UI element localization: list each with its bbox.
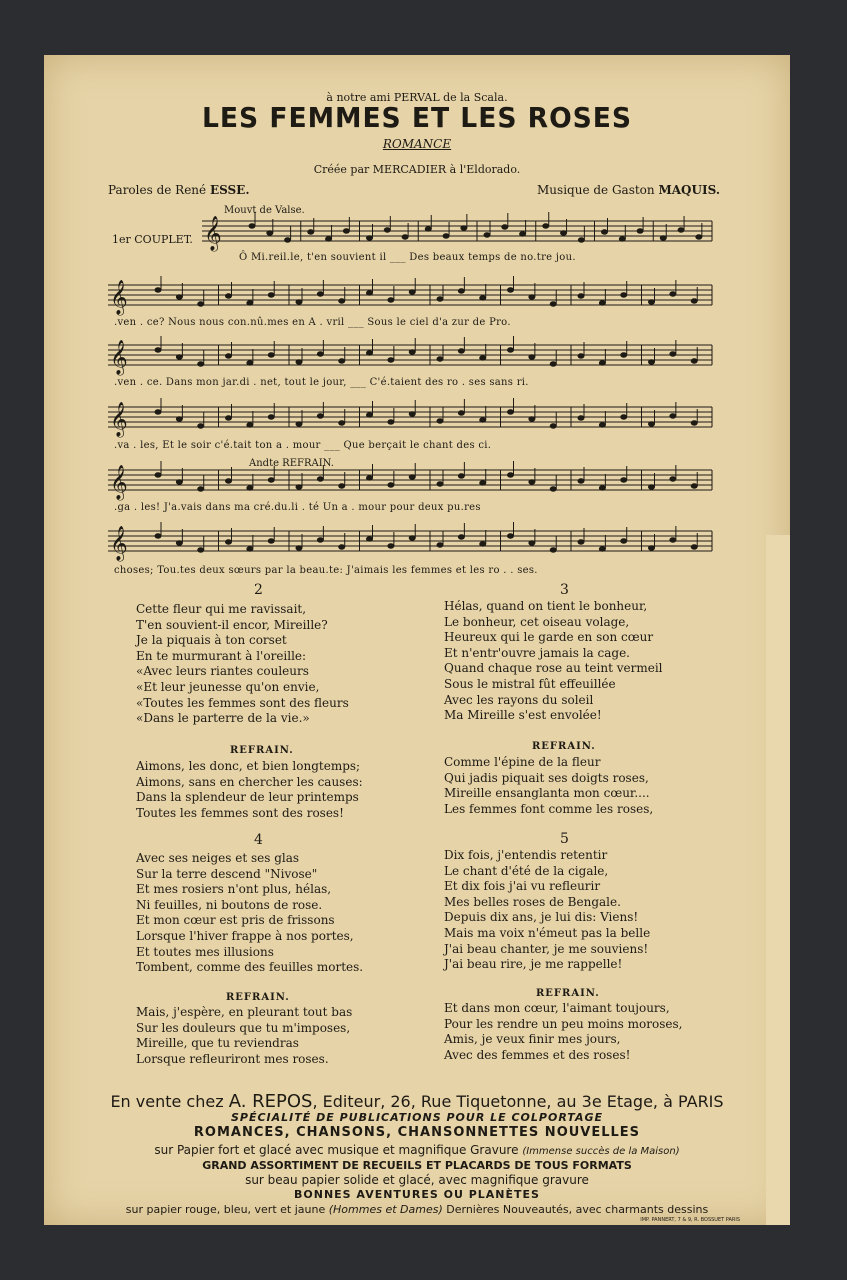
note-head bbox=[621, 539, 627, 543]
note-head bbox=[339, 299, 345, 303]
note-head bbox=[268, 478, 274, 482]
note-head bbox=[443, 234, 449, 238]
verse-line: Ma Mireille s'est envolée! bbox=[444, 708, 602, 723]
verse-line: Dix fois, j'entendis retentir bbox=[444, 848, 608, 862]
publisher-line bbox=[44, 1091, 790, 1112]
refrain-line: Qui jadis piquait ses doigts roses, bbox=[444, 770, 649, 785]
verse-line: Heureux qui le garde en son cœur bbox=[444, 630, 654, 645]
refrain-line: Aimons, sans en chercher les causes: bbox=[136, 774, 363, 789]
subtitle: ROMANCE bbox=[382, 137, 452, 151]
note-head bbox=[502, 225, 508, 229]
note-head bbox=[268, 293, 274, 297]
note-head bbox=[550, 548, 556, 552]
song-title: LES FEMMES ET LES ROSES bbox=[202, 101, 632, 134]
note-head bbox=[343, 229, 349, 233]
note-head bbox=[670, 414, 676, 418]
refrain-line: Mais, j'espère, en pleurant tout bas bbox=[136, 1005, 353, 1019]
printer-mark: IMP. PANNERT, 7 & 9, R. BOSSUET PARIS bbox=[640, 1217, 740, 1223]
lyric-line-3: .ven . ce. Dans mon jar.di . net, tout le jour, ___ C'é.taient des ro . ses sans ri. bbox=[114, 377, 529, 388]
note-head bbox=[296, 422, 302, 426]
note-head bbox=[176, 295, 182, 299]
verse-line: Hélas, quand on tient le bonheur, bbox=[444, 599, 648, 613]
note-head bbox=[529, 417, 535, 421]
note-head bbox=[249, 224, 255, 228]
verse-number: 2 bbox=[254, 582, 263, 598]
verse-line: J'ai beau chanter, je me souviens! bbox=[444, 941, 649, 956]
paper-text: sur Papier fort et glacé avec musique et magnifique Gravure bbox=[154, 1143, 519, 1157]
note-head bbox=[155, 410, 161, 414]
note-head bbox=[317, 352, 323, 356]
note-head bbox=[458, 411, 464, 415]
refrain-line: Pour les rendre un peu moins moroses, bbox=[444, 1016, 683, 1031]
note-head bbox=[437, 543, 443, 547]
note-head bbox=[550, 487, 556, 491]
sheet-music-page bbox=[44, 55, 790, 1225]
refrain-label: Andte REFRAIN. bbox=[249, 458, 334, 469]
colors-line bbox=[44, 1203, 790, 1216]
note-head bbox=[599, 547, 605, 551]
publisher-address: , Editeur, 26, Rue Tiquetonne, au 3e Etage, à PARIS bbox=[312, 1092, 724, 1111]
note-head bbox=[317, 538, 323, 542]
note-head bbox=[621, 478, 627, 482]
lyric-line-4: .va . les, Et le soir c'é.tait ton a . mour ___ Que berçait le chant des ci. bbox=[114, 440, 492, 451]
note-head bbox=[339, 545, 345, 549]
note-head bbox=[599, 361, 605, 365]
verse-line: Et dix fois j'ai vu refleurir bbox=[444, 879, 601, 894]
note-head bbox=[458, 474, 464, 478]
note-head bbox=[578, 238, 584, 242]
note-head bbox=[198, 362, 204, 366]
note-head bbox=[339, 359, 345, 363]
note-head bbox=[599, 486, 605, 490]
note-head bbox=[696, 235, 702, 239]
note-head bbox=[247, 423, 253, 427]
note-head bbox=[176, 541, 182, 545]
note-head bbox=[176, 355, 182, 359]
paper-line bbox=[44, 1143, 790, 1157]
refrain-line: Les femmes font comme les roses, bbox=[444, 801, 654, 816]
refrain-heading: REFRAIN. bbox=[536, 988, 600, 999]
verse-4 bbox=[136, 851, 363, 976]
note-head bbox=[267, 231, 273, 235]
note-head bbox=[508, 473, 514, 477]
dedication: à notre ami PERVAL de la Scala. bbox=[326, 91, 508, 104]
note-head bbox=[480, 356, 486, 360]
verse-line: Et n'entr'ouvre jamais la cage. bbox=[444, 645, 630, 660]
note-head bbox=[599, 301, 605, 305]
note-head bbox=[649, 546, 655, 550]
note-head bbox=[480, 418, 486, 422]
note-head bbox=[461, 226, 467, 230]
note-head bbox=[437, 297, 443, 301]
verse-2 bbox=[136, 602, 349, 727]
note-head bbox=[550, 362, 556, 366]
assortment-line: GRAND ASSORTIMENT DE RECUEILS ET PLACARDS DE TOUS FORMATS bbox=[202, 1159, 632, 1172]
note-head bbox=[226, 479, 232, 483]
note-head bbox=[226, 354, 232, 358]
note-head bbox=[437, 357, 443, 361]
verse-line: Je la piquais à ton corset bbox=[136, 633, 287, 648]
verse-line: Le chant d'été de la cigale, bbox=[444, 863, 609, 878]
verse-line: Le bonheur, cet oiseau volage, bbox=[444, 614, 630, 629]
note-head bbox=[437, 482, 443, 486]
note-head bbox=[649, 422, 655, 426]
note-head bbox=[691, 421, 697, 425]
note-head bbox=[691, 299, 697, 303]
note-head bbox=[437, 419, 443, 423]
note-head bbox=[409, 350, 415, 354]
refrain-line: Aimons, les donc, et bien longtemps; bbox=[136, 759, 361, 773]
refrain-2 bbox=[136, 759, 363, 821]
treble-clef: 𝄞 bbox=[110, 402, 128, 437]
note-head bbox=[621, 353, 627, 357]
note-head bbox=[367, 291, 373, 295]
note-head bbox=[480, 481, 486, 485]
refrain-3 bbox=[444, 755, 653, 817]
note-head bbox=[508, 348, 514, 352]
note-head bbox=[578, 294, 584, 298]
refrain-line: Toutes les femmes sont des roses! bbox=[136, 805, 344, 820]
note-head bbox=[247, 361, 253, 365]
specialty-line: SPÉCIALITÉ DE PUBLICATIONS POUR LE COLPORTAGE bbox=[230, 1111, 604, 1124]
note-head bbox=[367, 476, 373, 480]
verse-line: En te murmurant à l'oreille: bbox=[136, 648, 307, 663]
note-head bbox=[660, 236, 666, 240]
note-head bbox=[268, 353, 274, 357]
note-head bbox=[550, 302, 556, 306]
note-head bbox=[198, 487, 204, 491]
note-head bbox=[409, 536, 415, 540]
lyric-line-2: .ven . ce? Nous nous con.nû.mes en A . vril ___ Sous le ciel d'a zur de Pro. bbox=[114, 317, 511, 328]
note-head bbox=[402, 235, 408, 239]
note-head bbox=[384, 228, 390, 232]
note-head bbox=[578, 540, 584, 544]
note-head bbox=[198, 424, 204, 428]
note-head bbox=[621, 293, 627, 297]
composer-name: MAQUIS. bbox=[658, 183, 720, 197]
treble-clef: 𝄞 bbox=[204, 216, 222, 251]
refrain-line: Mireille ensanglanta mon cœur.... bbox=[444, 786, 650, 801]
verse-line: Mais ma voix n'émeut pas la belle bbox=[444, 925, 651, 940]
verse-line: Mes belles roses de Bengale. bbox=[444, 894, 621, 909]
note-head bbox=[388, 358, 394, 362]
note-head bbox=[155, 473, 161, 477]
refrain-line: Comme l'épine de la fleur bbox=[444, 755, 601, 769]
note-head bbox=[480, 296, 486, 300]
note-head bbox=[296, 300, 302, 304]
verse-number: 3 bbox=[560, 582, 569, 598]
refrain-heading: REFRAIN. bbox=[226, 992, 290, 1003]
note-head bbox=[247, 486, 253, 490]
note-head bbox=[317, 477, 323, 481]
verse-line: Et toutes mes illusions bbox=[136, 944, 274, 959]
romances-line: ROMANCES, CHANSONS, CHANSONNETTES NOUVELLES bbox=[193, 1125, 641, 1140]
note-head bbox=[649, 300, 655, 304]
refrain-line: Amis, je veux finir mes jours, bbox=[444, 1032, 621, 1047]
note-head bbox=[155, 534, 161, 538]
note-head bbox=[176, 417, 182, 421]
note-head bbox=[285, 238, 291, 242]
note-head bbox=[649, 485, 655, 489]
note-head bbox=[155, 348, 161, 352]
refrain-heading: REFRAIN. bbox=[532, 741, 596, 752]
note-head bbox=[326, 237, 332, 241]
note-head bbox=[458, 349, 464, 353]
note-head bbox=[561, 231, 567, 235]
success-note: (Immense succès de la Maison) bbox=[522, 1146, 680, 1157]
verse-number: 4 bbox=[254, 832, 263, 848]
note-head bbox=[578, 479, 584, 483]
verse-line: «Dans le parterre de la vie.» bbox=[136, 711, 310, 726]
refrain-4 bbox=[136, 1005, 352, 1067]
note-head bbox=[296, 546, 302, 550]
note-head bbox=[409, 475, 415, 479]
note-head bbox=[637, 229, 643, 233]
tempo-marking: Mouvt de Valse. bbox=[224, 205, 305, 216]
note-head bbox=[296, 485, 302, 489]
note-head bbox=[670, 352, 676, 356]
note-head bbox=[508, 410, 514, 414]
treble-clef: 𝄞 bbox=[110, 340, 128, 375]
lyricist-prefix: Paroles de René bbox=[108, 183, 207, 197]
note-head bbox=[550, 424, 556, 428]
note-head bbox=[308, 230, 314, 234]
audience-note: (Hommes et Dames) bbox=[328, 1203, 443, 1216]
refrain-5 bbox=[444, 1001, 682, 1063]
verse-line: Depuis dix ans, je lui dis: Viens! bbox=[444, 910, 639, 925]
note-head bbox=[543, 224, 549, 228]
treble-clef: 𝄞 bbox=[110, 280, 128, 315]
note-head bbox=[176, 480, 182, 484]
verse-line: «Toutes les femmes sont des fleurs bbox=[136, 695, 349, 710]
note-head bbox=[367, 537, 373, 541]
creation-credit: Créée par MERCADIER à l'Eldorado. bbox=[313, 163, 521, 176]
note-head bbox=[458, 289, 464, 293]
verse-line: T'en souvient-il encor, Mireille? bbox=[136, 617, 328, 632]
note-head bbox=[198, 548, 204, 552]
note-head bbox=[529, 355, 535, 359]
refrain-line: Sur les douleurs que tu m'imposes, bbox=[136, 1020, 351, 1035]
note-head bbox=[296, 360, 302, 364]
note-head bbox=[508, 288, 514, 292]
note-head bbox=[226, 294, 232, 298]
note-head bbox=[317, 414, 323, 418]
note-head bbox=[198, 302, 204, 306]
note-head bbox=[670, 292, 676, 296]
note-head bbox=[409, 412, 415, 416]
refrain-line: Avec des femmes et des roses! bbox=[444, 1047, 631, 1062]
verse-line: Et mes rosiers n'ont plus, hélas, bbox=[136, 882, 332, 897]
verse-line: J'ai beau rire, je me rappelle! bbox=[444, 957, 623, 972]
note-head bbox=[388, 298, 394, 302]
verse-line: Sur la terre descend "Nivose" bbox=[136, 866, 318, 881]
note-head bbox=[247, 547, 253, 551]
verse-line: «Avec leurs riantes couleurs bbox=[136, 664, 309, 679]
note-head bbox=[367, 413, 373, 417]
glace-line: sur beau papier solide et glacé, avec magnifique gravure bbox=[245, 1173, 589, 1187]
verse-5 bbox=[444, 848, 650, 973]
note-head bbox=[367, 351, 373, 355]
note-head bbox=[678, 228, 684, 232]
verse-line: Lorsque l'hiver frappe à nos portes, bbox=[136, 928, 354, 943]
refrain-line: Dans la splendeur de leur printemps bbox=[136, 790, 359, 805]
verse-line: Quand chaque rose au teint vermeil bbox=[444, 661, 663, 676]
aventures-line: BONNES AVENTURES OU PLANÈTES bbox=[294, 1188, 540, 1201]
lyric-line-1: Ô Mi.reil.le, t'en souvient il ___ Des beaux temps de no.tre jou. bbox=[239, 252, 576, 263]
lyric-line-6: choses; Tou.tes deux sœurs par la beau.te: J'aimais les femmes et les ro . . ses. bbox=[114, 565, 538, 576]
note-head bbox=[480, 542, 486, 546]
note-head bbox=[458, 535, 464, 539]
colors-text: sur papier rouge, bleu, vert et jaune bbox=[125, 1203, 326, 1216]
note-head bbox=[388, 483, 394, 487]
note-head bbox=[670, 477, 676, 481]
note-head bbox=[268, 539, 274, 543]
note-head bbox=[578, 354, 584, 358]
note-head bbox=[602, 230, 608, 234]
note-head bbox=[425, 227, 431, 231]
note-head bbox=[529, 541, 535, 545]
verse-number: 5 bbox=[560, 831, 569, 847]
note-head bbox=[226, 540, 232, 544]
verse-3 bbox=[444, 599, 663, 724]
verse-line: «Et leur jeunesse qu'on envie, bbox=[136, 679, 320, 694]
composer-prefix: Musique de Gaston bbox=[537, 183, 655, 197]
verse-line: Ni feuilles, ni boutons de rose. bbox=[136, 897, 323, 912]
note-head bbox=[691, 484, 697, 488]
note-head bbox=[621, 415, 627, 419]
publisher-prefix: En vente chez bbox=[110, 1092, 224, 1111]
note-head bbox=[409, 290, 415, 294]
lyricist-name: ESSE. bbox=[209, 183, 250, 197]
verse-line: Et mon cœur est pris de frissons bbox=[136, 913, 335, 928]
note-head bbox=[578, 416, 584, 420]
verse-line: Avec les rayons du soleil bbox=[444, 692, 594, 707]
note-head bbox=[691, 545, 697, 549]
note-head bbox=[670, 538, 676, 542]
note-head bbox=[388, 544, 394, 548]
note-head bbox=[226, 416, 232, 420]
refrain-heading: REFRAIN. bbox=[230, 745, 294, 756]
refrain-line: Mireille, que tu reviendras bbox=[136, 1036, 299, 1051]
refrain-line: Lorsque refleuriront mes roses. bbox=[136, 1051, 329, 1066]
note-head bbox=[520, 232, 526, 236]
verse-line: Cette fleur qui me ravissait, bbox=[136, 602, 307, 616]
treble-clef: 𝄞 bbox=[110, 526, 128, 561]
note-head bbox=[388, 420, 394, 424]
note-head bbox=[155, 288, 161, 292]
treble-clef: 𝄞 bbox=[110, 465, 128, 500]
note-head bbox=[599, 423, 605, 427]
verse-line: Tombent, comme des feuilles mortes. bbox=[136, 960, 364, 975]
note-head bbox=[247, 301, 253, 305]
verse-line: Sous le mistral fût effeuillée bbox=[444, 676, 616, 691]
note-head bbox=[268, 415, 274, 419]
note-head bbox=[529, 480, 535, 484]
note-head bbox=[529, 295, 535, 299]
note-head bbox=[649, 360, 655, 364]
note-head bbox=[619, 237, 625, 241]
note-head bbox=[484, 233, 490, 237]
refrain-line: Et dans mon cœur, l'aimant toujours, bbox=[444, 1001, 670, 1015]
note-head bbox=[691, 359, 697, 363]
note-head bbox=[367, 236, 373, 240]
note-head bbox=[508, 534, 514, 538]
note-head bbox=[339, 484, 345, 488]
publisher-name: A. REPOS bbox=[228, 1091, 313, 1112]
novelties-text: Dernières Nouveautés, avec charmants dessins bbox=[446, 1203, 709, 1216]
verse-line: Avec ses neiges et ses glas bbox=[136, 851, 300, 865]
couplet-label: 1er COUPLET. bbox=[112, 233, 193, 246]
lyric-line-5: .ga . les! J'a.vais dans ma cré.du.li . té Un a . mour pour deux pu.res bbox=[114, 502, 481, 513]
note-head bbox=[339, 421, 345, 425]
note-head bbox=[317, 292, 323, 296]
